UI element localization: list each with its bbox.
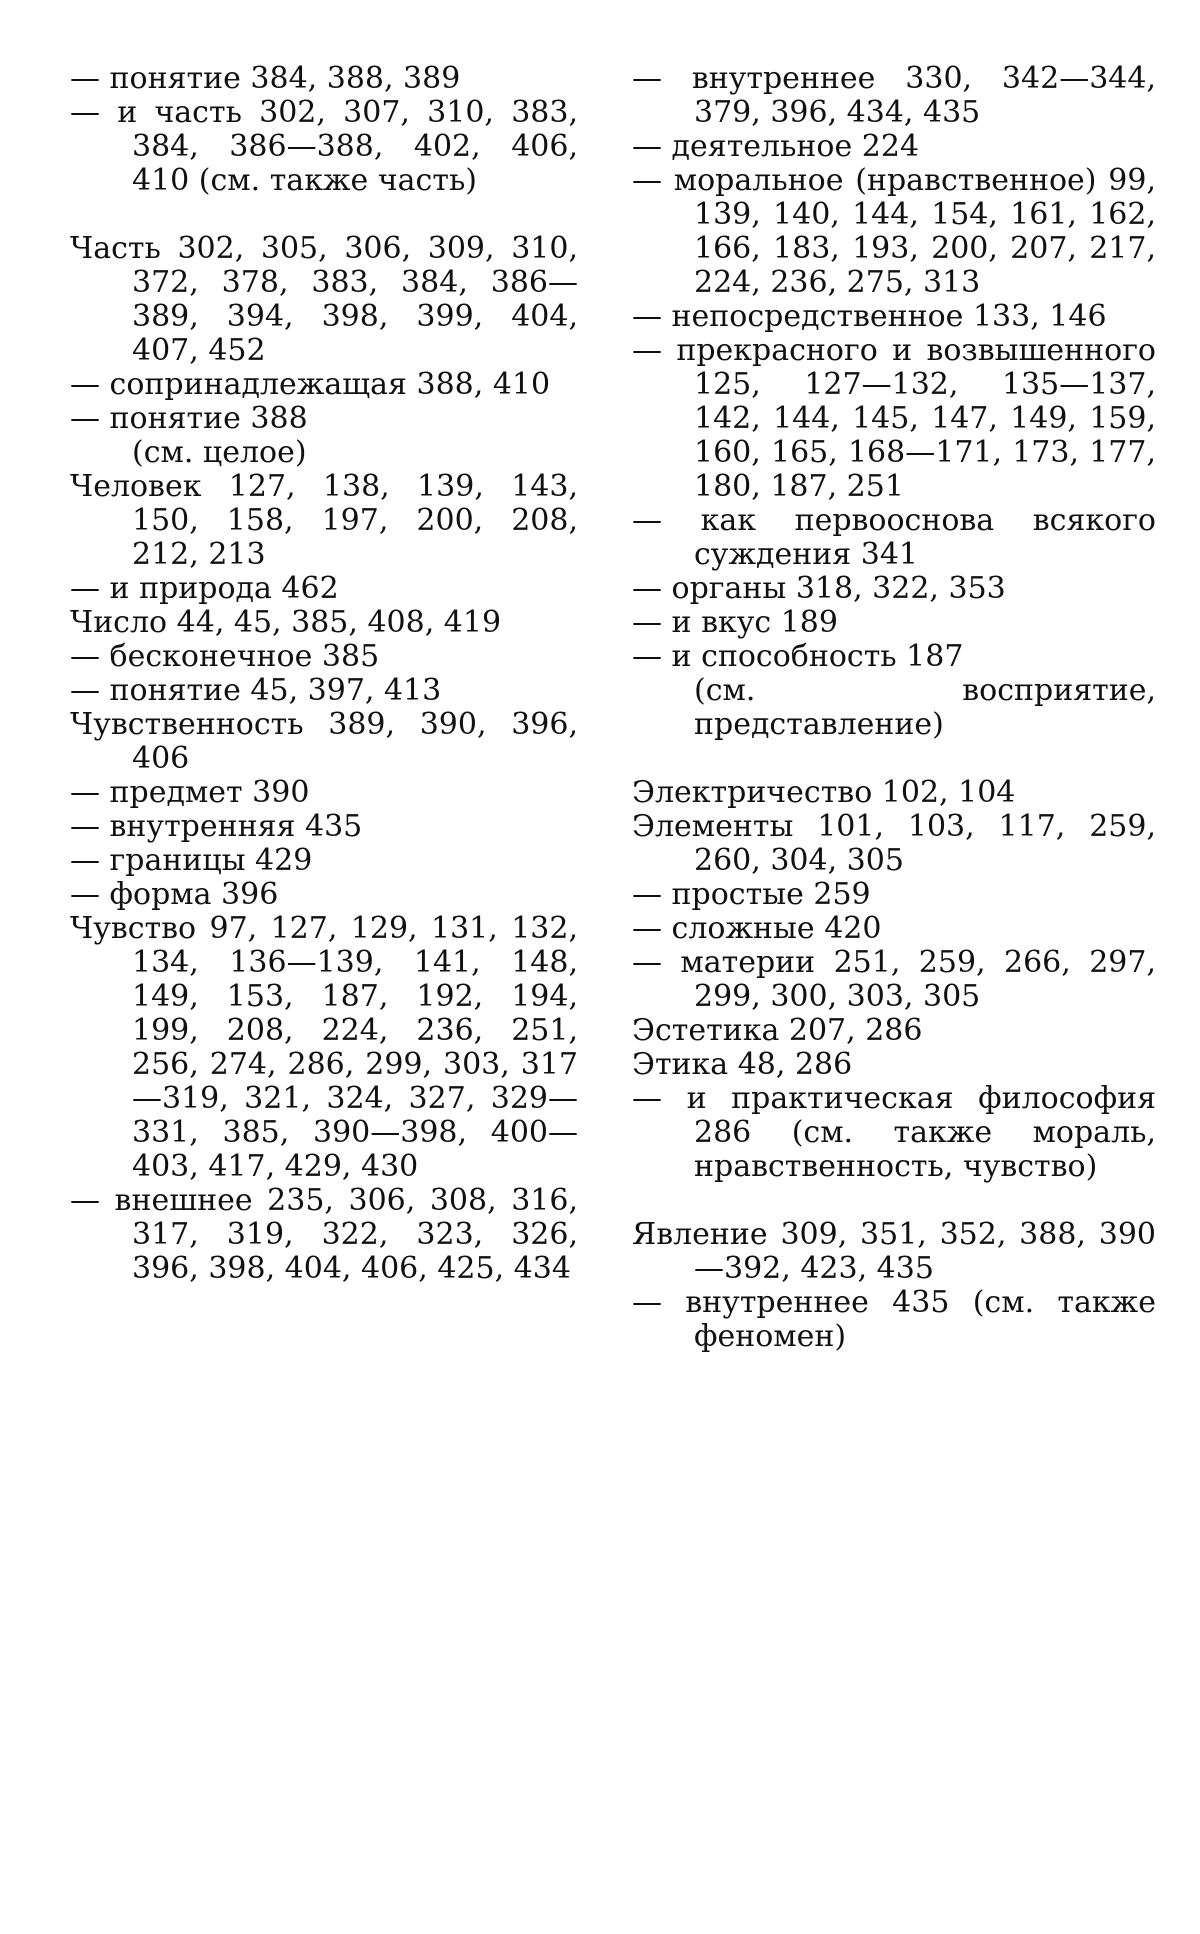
index-subentry: — внутреннее 330, 342—344, 379, 396, 434, 435 [632, 61, 1156, 130]
index-note: (см. целое) [132, 435, 307, 470]
index-entry: Эстетика 207, 286 [632, 1013, 923, 1048]
index-subentry: — бесконечное 385 [70, 639, 380, 674]
index-subentry: — внешнее 235, 306, 308, 316, 317, 319, 322, 323, 326, 396, 398, 404, 406, 425, 434 [70, 1183, 578, 1286]
index-entry: Часть 302, 305, 306, 309, 310, 372, 378, 383, 384, 386—389, 394, 398, 399, 404, 407, 452 [70, 231, 578, 368]
index-subentry: — внутреннее 435 (см. также феномен) [632, 1285, 1156, 1354]
index-subentry: — понятие 384, 388, 389 [70, 61, 461, 96]
index-subentry: — и вкус 189 [632, 605, 838, 640]
index-subentry: — границы 429 [70, 843, 313, 878]
index-entry: Число 44, 45, 385, 408, 419 [70, 605, 502, 640]
index-entry: Человек 127, 138, 139, 143, 150, 158, 197, 200, 208, 212, 213 [70, 469, 578, 572]
index-entry: Электричество 102, 104 [632, 775, 1016, 810]
index-entry: Чувство 97, 127, 129, 131, 132, 134, 136—139, 141, 148, 149, 153, 187, 192, 194, 199, 208, 224, 236, 251, 256, 274, 286, 299, 303, 317—319, 321, 324, 327, 329—331, 385, 390—398, 400—403, 417, 429, 430 [70, 911, 578, 1184]
index-column-right [632, 62, 1156, 1354]
index-subentry: — моральное (нравственное) 99, 139, 140, 144, 154, 161, 162, 166, 183, 193, 200, 207, 217, 224, 236, 275, 313 [632, 163, 1156, 300]
index-column-left [70, 62, 578, 1286]
index-subentry: — простые 259 [632, 877, 871, 912]
index-entry: Явление 309, 351, 352, 388, 390—392, 423, 435 [632, 1217, 1156, 1286]
index-subentry: — сложные 420 [632, 911, 882, 946]
index-entry: Чувственность 389, 390, 396, 406 [70, 707, 578, 776]
index-subentry: — и часть 302, 307, 310, 383, 384, 386—388, 402, 406, 410 (см. также часть) [70, 95, 578, 198]
index-note: (см. восприятие, представление) [694, 673, 1156, 742]
index-subentry: — непосредственное 133, 146 [632, 299, 1107, 334]
index-subentry: — форма 396 [70, 877, 279, 912]
index-subentry: — и природа 462 [70, 571, 339, 606]
index-subentry: — деятельное 224 [632, 129, 920, 164]
index-subentry: — предмет 390 [70, 775, 310, 810]
index-subentry: — прекрасного и возвышенного 125, 127—132, 135—137, 142, 144, 145, 147, 149, 159, 160, 165, 168—171, 173, 177, 180, 187, 251 [632, 333, 1156, 504]
index-subentry: — и практическая философия 286 (см. также мораль, нравственность, чувство) [632, 1081, 1156, 1184]
index-subentry: — сопринадлежащая 388, 410 [70, 367, 551, 402]
index-subentry: — материи 251, 259, 266, 297, 299, 300, 303, 305 [632, 945, 1156, 1014]
index-subentry: — понятие 388 [70, 401, 308, 436]
index-subentry: — как первооснова всякого суждения 341 [632, 503, 1156, 572]
index-subentry: — понятие 45, 397, 413 [70, 673, 442, 708]
index-entry: Элементы 101, 103, 117, 259, 260, 304, 305 [632, 809, 1156, 878]
index-subentry: — внутренняя 435 [70, 809, 363, 844]
index-entry: Этика 48, 286 [632, 1047, 853, 1082]
index-subentry: — органы 318, 322, 353 [632, 571, 1006, 606]
index-subentry: — и способность 187 [632, 639, 964, 674]
